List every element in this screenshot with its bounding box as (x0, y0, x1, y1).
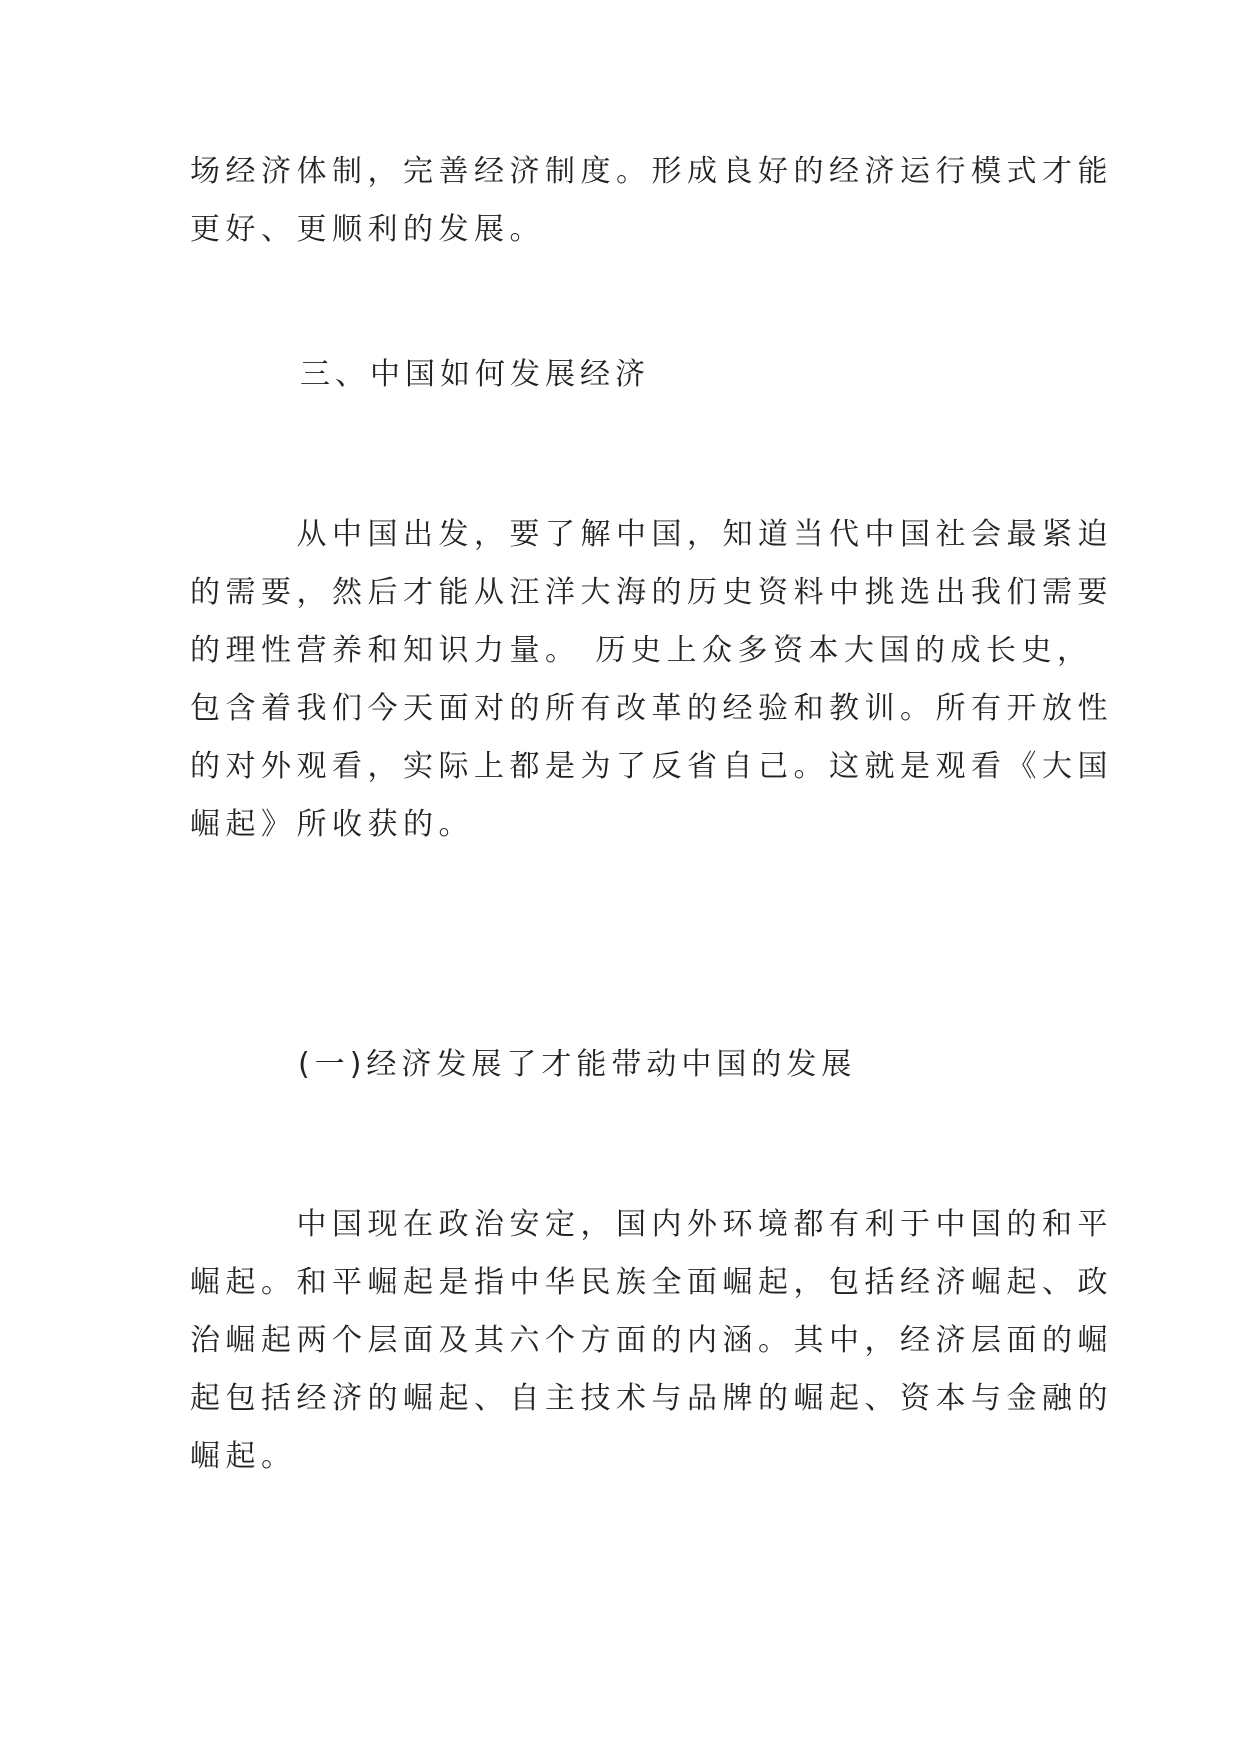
paragraph-line: 更好、更顺利的发展。 (190, 212, 545, 247)
paragraph-line: 的理性营养和知识力量。 历史上众多资本大国的成长史， (190, 633, 1093, 668)
section-heading: 三、中国如何发展经济 (300, 357, 650, 392)
paragraph-line: 从中国出发，要了解中国，知道当代中国社会最紧迫 (190, 517, 1113, 552)
paragraph-line: 中国现在政治安定，国内外环境都有利于中国的和平 (190, 1207, 1113, 1242)
paragraph-line: 崛起。 (190, 1439, 297, 1474)
paragraph-line: 治崛起两个层面及其六个方面的内涵。其中，经济层面的崛 (190, 1323, 1113, 1358)
subsection-heading: (一)经济发展了才能带动中国的发展 (298, 1047, 857, 1082)
paragraph-line: 包含着我们今天面对的所有改革的经验和教训。所有开放性 (190, 691, 1113, 726)
paragraph-line: 场经济体制，完善经济制度。形成良好的经济运行模式才能 (190, 154, 1113, 189)
paragraph-top (190, 143, 1113, 259)
paragraph-line: 起包括经济的崛起、自主技术与品牌的崛起、资本与金融的 (190, 1381, 1113, 1416)
paragraph-line: 的需要，然后才能从汪洋大海的历史资料中挑选出我们需要 (190, 575, 1113, 610)
paragraph-bottom (190, 1196, 1113, 1486)
paragraph-line: 崛起》所收获的。 (190, 807, 474, 842)
paragraph-line: 崛起。和平崛起是指中华民族全面崛起，包括经济崛起、政 (190, 1265, 1113, 1300)
paragraph-line: 的对外观看，实际上都是为了反省自己。这就是观看《大国 (190, 749, 1113, 784)
paragraph-middle (190, 506, 1113, 854)
